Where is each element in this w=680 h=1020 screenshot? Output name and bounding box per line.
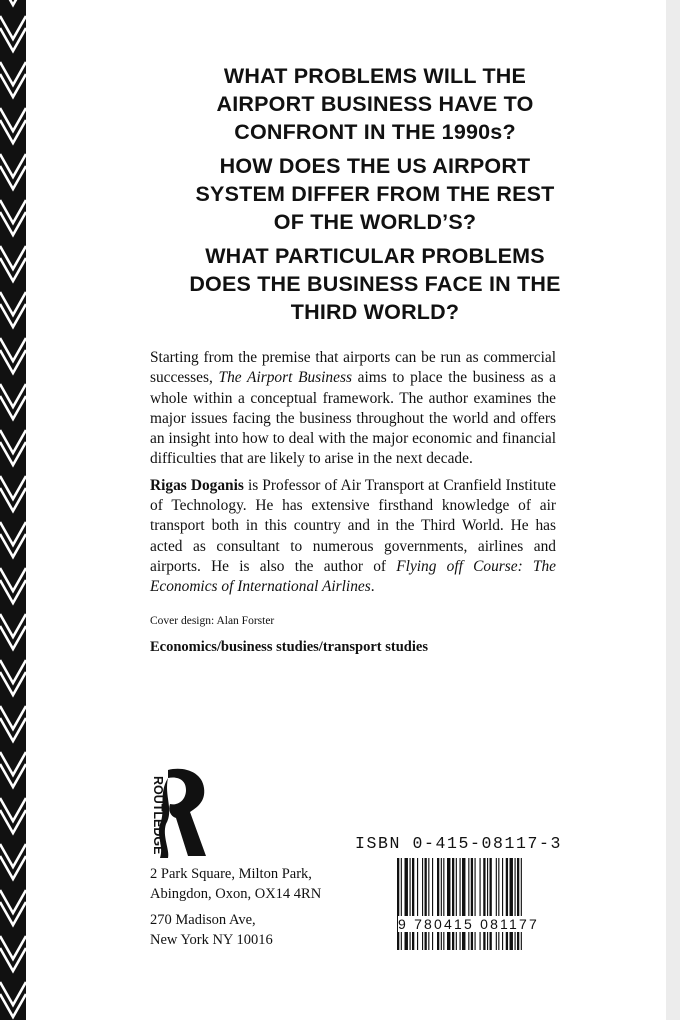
question-3-line-3: THIRD WORLD? xyxy=(290,300,460,324)
description-text-a: Starting from the premise that airports can be run as commercial successes, xyxy=(150,349,556,387)
address-uk-line-1: 2 Park Square, Milton Park, xyxy=(150,866,312,882)
question-3-line-1: WHAT PARTICULAR PROBLEMS xyxy=(205,244,545,268)
other-book-title: Flying off Course: The Economics of International Airlines xyxy=(150,557,556,596)
zigzag-border xyxy=(0,0,26,1020)
author-bio-text-b: . xyxy=(370,578,375,596)
address-uk-line-2: Abingdon, Oxon, OX14 4RN xyxy=(150,886,322,902)
barcode-icon xyxy=(395,858,560,950)
question-2-line-1: HOW DOES THE US AIRPORT xyxy=(219,154,531,178)
author-bio-text-a: is Professor of Air Transport at Cranfield Institute of Technology. He has extensive firsthand knowledge of air transport both in this country and in the Third World. He has acted as consultant to numerous governments, airlines and airports. He is also the author of xyxy=(150,476,556,575)
question-1 xyxy=(140,62,610,146)
cover-credit: Cover design: Alan Forster xyxy=(150,615,275,627)
publisher-addresses xyxy=(150,864,321,950)
question-2-line-2: SYSTEM DIFFER FROM THE REST xyxy=(195,182,555,206)
question-3-line-2: DOES THE BUSINESS FACE IN THE xyxy=(189,272,561,296)
author-paragraph xyxy=(150,476,556,598)
question-3 xyxy=(140,242,610,326)
subject-category: Economics/business studies/transport studies xyxy=(150,639,428,655)
cover-questions xyxy=(140,62,610,332)
book-description xyxy=(150,348,556,604)
barcode-number: 9 780415 081177 xyxy=(398,916,558,932)
question-1-line-2: AIRPORT BUSINESS HAVE TO xyxy=(216,92,534,116)
page-edge xyxy=(666,0,680,1020)
book-title: The Airport Business xyxy=(218,369,352,387)
description-paragraph xyxy=(150,348,556,470)
author-name: Rigas Doganis xyxy=(150,476,244,494)
question-1-line-3: CONFRONT IN THE 1990s? xyxy=(234,120,516,144)
routledge-wordmark xyxy=(137,772,165,855)
address-us-line-2: New York NY 10016 xyxy=(150,932,273,948)
address-us-line-1: 270 Madison Ave, xyxy=(150,912,256,928)
question-1-line-1: WHAT PROBLEMS WILL THE xyxy=(223,64,527,88)
question-2 xyxy=(140,152,610,236)
description-text-b: aims to place the business as a whole within a conceptual framework. The author examines the major issues facing the business throughout the world and offers an insight into how to deal with the major economic and financial difficulties that are likely to arise in the next decade. xyxy=(150,369,556,468)
routledge-wordmark-text: ROUTLEDGE xyxy=(151,776,165,855)
isbn-number: ISBN 0-415-08117-3 xyxy=(355,834,563,853)
question-2-line-3: OF THE WORLD’S? xyxy=(273,210,477,234)
